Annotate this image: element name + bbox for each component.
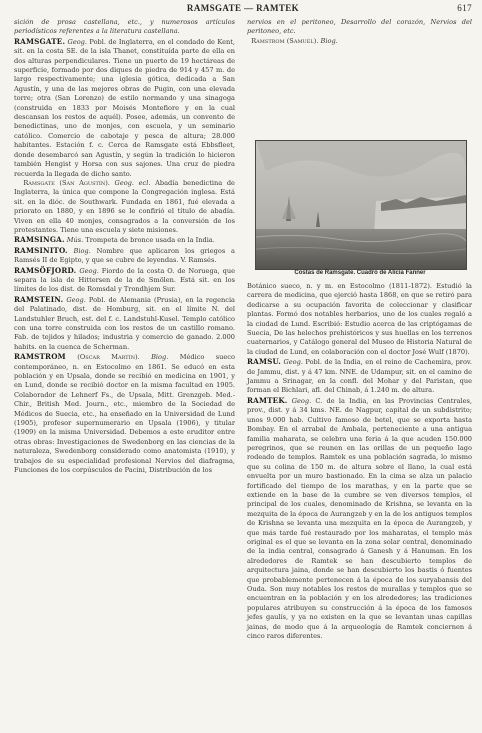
entry-body: C. de la India, en las Provincias Centrales, prov., dist. y á 34 kms. NE. de Nagpur, capital de un subdistrito; unos 9.000 hab. Cultivo famoso de betel, que se exporta hasta Bombay. En el arrabal de Ambala, perteneciente a una antigua familia maharata, se celebra una feria á la que acuden 150.000 peregrinos, que se reunen en las orillas de un pequeño lago rodeado de templos. Ramtek es una población sagrada, lo mismo que su colina de 150 m. de altura sobre el llano, la cual está envuelta por un muro bastionado. En la cima se alza un palacio fortificado del tiempo de los marathas, y en la parte que se extiende en la base de la cumbre se ven diversos templos, el principal de los cuales, denominado de Krishna, se levanta en la mezquita de la época de Aurangzeb y en la de los antiguos templos de Krishna se levanta una mezquita en la época de Aurangzeb, y que más tarde fué restaurado por los maharatas, el templo más original es el que se levanta en la zona solar central, denominado de la india central, consagrado á Ganesh y á Hanuman. En los alrededores de Ramtek se han descubierto templos de arquitectura jaina, donde se han descubierto los bastis ó fuentes que probablemente pertenecen á la época de los suryabansis del Ouda. Son muy notables los restos de murallas y templos que se encuentran en la población y en los alrededores; las tradiciones populares atribuyen su construcción á la época de los famosos jefes gaulís, y ya no existen en la que se levantan unas capillas jainas, de modo que á la arqueología de Ramtek conciernen á cinco raros diferentes. [247, 396, 472, 641]
entry-ramsu [247, 357, 472, 396]
illustration-caption: Costas de Ramsgate. Cuadro de Alicia Fanner [294, 270, 426, 276]
headword: RAMSINITO. [14, 245, 68, 255]
entry-ramsgate [14, 37, 235, 179]
headword: RAMSÖFJORD. [14, 265, 77, 275]
entry-ramstrom [14, 352, 235, 475]
entry-body: Nombre que aplicaron los griegos a Ramsés II de Egipto, y que se cubre de leyendas. V. Ramsés. [14, 246, 235, 265]
continuation-text: sición de prosa castellana, etc., y numerosos artículos periodísticos referentes a la literatura castellana. [14, 18, 235, 36]
entry-body: Pobl. de Alemania (Prusia), en la regencia del Palatinado, dist. de Homburg, sit. en el límite N. del Landstuhler Bruch, est. del f. c. Landstuhl-Kusel. Templo católico con una torre construida con los restos de un castillo romano. Fab. de tejidos y hilados; industria y comercio de ganado. 2.000 habits. en la cuenca de Scherman. [14, 295, 235, 351]
entry-ramsinga [14, 235, 235, 245]
entry-body: Pobl. de la India, en el reino de Cachemira, prov. de Jammu, dist. y á 47 km. NNE. de Udampur, sit. en el camino de Jammu a Srinagar, en la confl. del Mohar y del Paristan, que forman el Bichlari, afl. del Chinab, á 1.240 m. de altura. [247, 358, 472, 395]
entry-tag: Biog. [73, 246, 91, 255]
illustration-ramsgate-coast [255, 140, 467, 270]
entry-ramstrom-samuel-cont [247, 282, 472, 357]
entry-ramsgate-abbey [14, 179, 235, 235]
entry-name: (Oscar Martín). [77, 353, 140, 362]
entry-tag: Geog. [79, 266, 99, 275]
headword: RAMSTEIN. [14, 294, 64, 304]
ramsgate-coast-illustration [256, 141, 466, 269]
entry-tag: Geog. [67, 37, 88, 46]
entry-tag: Geog. [291, 396, 312, 405]
continuation-text: nervios en el peritoneo, Desarrollo del corazón, Nervios del peritoneo, etc. [247, 18, 472, 36]
entry-ramsinito [14, 246, 235, 266]
entry-ramtek [247, 396, 472, 642]
entry-tag: Biog. [151, 353, 169, 362]
entry-body: Abadía benedictina de Inglaterra, la única que compone la Congregación inglesa. Está sit. en la dióc. de Southwark. Fundada en 1861, fué elevada a priorato en 1880, y en 1896 se le confirió el título de abadía. Viven en ella 40 monjes, consagrados a la conversión de los protestantes. Tiene una escuela y siete misiones. [14, 178, 235, 234]
entry-tag: Geog. [66, 295, 86, 304]
running-header [14, 3, 472, 17]
entry-body: Pobl. de Inglaterra, en el condado de Kent, sit. en la costa SE. de la isla Thanet, constituída parte de ella en dos alturas perpendiculares. Tiene un puerto de 19 hectáreas de superficie, formado por dos diques de piedra de 914 y 457 m. de largo respectivamente; una iglesia gótica, dedicada a San Agustín, y una de las mejores obras de Pugin, con una elevada torre; otra (San Lorenzo) de estilo normando y una sinagoga (construida en 1833 por Moisés Montefiore y en la cual descansan los restos de aquél). Posee, además, un convento de benedictinas, uno de monjes, con escuela, y un seminario católico. Comercio de cabotaje y pesca de altura; 28.000 habitantes. Estación f. c. Cerca de Ramsgate está Ebbsfleet, donde desembarcó san Agustín, y según la tradición lo hicieron también Hengist y Horsa con sus sajones. Una cruz de piedra recuerda la llegada de dicho santo. [14, 37, 235, 178]
entry-tag: Geog. ecl. [114, 178, 151, 187]
headword: RAMSGATE. [14, 36, 66, 46]
entry-body: Fiordo de la costa O. de Noruega, que separa la isla de Hittersen de la de Smölen. Está sit. en los límites de los dist. de Romsdal y Trondhjem Sur. [14, 266, 235, 294]
entry-body: Trompeta de bronce usada en la India. [85, 236, 215, 245]
entry-tag: Biog. [320, 36, 338, 45]
page-number: 617 [457, 3, 472, 13]
entry-continuation [247, 18, 472, 37]
right-column-top [247, 18, 472, 46]
entry-body: Botánico sueco, n. y m. en Estocolmo (1811-1872). Estudió la carrera de medicina, que ejerció hasta 1868, en que se retiró para dedicarse a su ocupación favorita de coleccionar y clasificar plantas. Formó dos notables herbarios, uno de los cuales regaló a la ciudad de Lund. Escribió: Estudio acerca de las criptógamas de Suecia, De las helechos prehistóricos y sus huellas en los terrenos cuaternarios, y Catálogo general del Museo de Historia Natural de la ciudad de Lund, en colaboración con el doctor José Wulf (1870). [247, 282, 472, 356]
entry-tag: Mús. [66, 236, 84, 245]
entry-ramstrom-samuel [247, 37, 472, 46]
entry-name: Ramsgate (San Agustín). [23, 178, 110, 187]
entry-tag: Geog. [283, 358, 303, 367]
headword: RAMSINGA. [14, 235, 65, 245]
right-column-body [247, 282, 472, 641]
entry-body: Médico sueco contemporáneo, n. en Estocolmo en 1861. Se educó en esta población y en Upsala, donde se recibió en medicina en 1901, y en Lund, donde se recibió doctor en la misma facultad en 1905. Colaborador de Lehnerf Fs., de Upsala, Mitt. Grenzgeb. Med.-Chir., British Med. Journ., etc., miembro de la Sociedad de Médicos de Suecia, etc., ha enseñado en la Universidad de Lund (1905), profesor supernumerario en Upsala (1906), y titular (1909) en la misma Universidad. Debemos a este eruditor entre otras obras: Investigaciones de Swedenborg en las ciencias de la naturaleza, Swedenborg considerado como anatomista (1910), y trabajos de su especialidad profesional Nervios del diafragma, Funciones de los corpúsculos de Pacini, Distribución de los [14, 353, 235, 475]
entry-name: Ramstrom (Samuel). [251, 36, 319, 45]
entry-continuation [14, 18, 235, 37]
headword: RAMSTROM [14, 352, 66, 362]
headword: RAMSU. [247, 357, 282, 367]
left-column [14, 18, 235, 476]
entry-ramstein [14, 295, 235, 352]
headword: RAMTEK. [247, 395, 288, 405]
running-title: RAMSGATE — RAMTEK [186, 3, 300, 13]
entry-ramsofjord [14, 266, 235, 295]
